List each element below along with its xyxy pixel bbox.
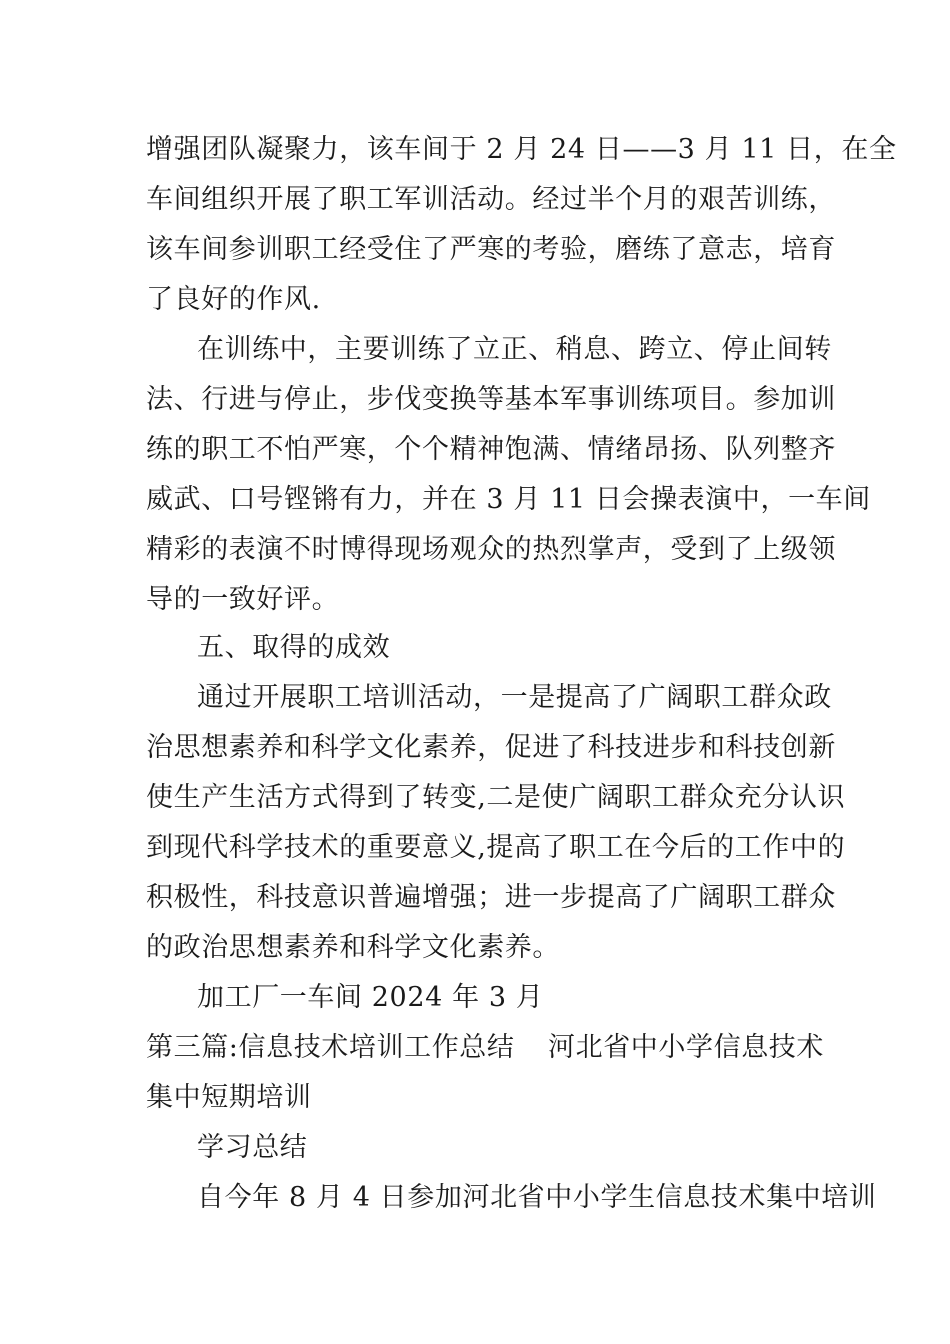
paragraph-line: 自今年 8 月 4 日参加河北省中小学生信息技术集中培训	[197, 1182, 877, 1213]
paragraph-line: 通过开展职工培训活动，一是提高了广阔职工群众政	[197, 682, 832, 713]
paragraph-line: 治思想素养和科学文化素养，促进了科技进步和科技创新	[146, 732, 836, 763]
paragraph-line: 到现代科学技术的重要意义,提高了职工在今后的工作中的	[146, 832, 846, 863]
section-heading: 五、取得的成效	[197, 632, 391, 663]
section-title-right: 河北省中小学信息技术	[548, 1032, 824, 1063]
paragraph-line: 在训练中，主要训练了立正、稍息、跨立、停止间转	[197, 334, 832, 365]
paragraph-line: 了良好的作风.	[146, 284, 321, 315]
paragraph-line: 车间组织开展了职工军训活动。经过半个月的艰苦训练，	[146, 184, 836, 215]
section-subtitle: 学习总结	[197, 1132, 308, 1163]
paragraph-line: 法、行进与停止，步伐变换等基本军事训练项目。参加训	[146, 384, 836, 415]
paragraph-line: 该车间参训职工经受住了严寒的考验，磨练了意志，培育	[146, 234, 836, 265]
paragraph-line: 的政治思想素养和科学文化素养。	[146, 932, 560, 963]
paragraph-line: 威武、口号铿锵有力，并在 3 月 11 日会操表演中，一车间	[146, 484, 871, 515]
section-title-left: 第三篇:信息技术培训工作总结	[146, 1032, 515, 1063]
signature-line: 加工厂一车间 2024 年 3 月	[197, 982, 544, 1013]
paragraph-line: 增强团队凝聚力，该车间于 2 月 24 日——3 月 11 日，在全	[146, 134, 897, 165]
paragraph-line: 练的职工不怕严寒，个个精神饱满、情绪昂扬、队列整齐	[146, 434, 836, 465]
paragraph-line: 精彩的表演不时博得现场观众的热烈掌声，受到了上级领	[146, 534, 836, 565]
section-title-continued: 集中短期培训	[146, 1082, 312, 1113]
paragraph-line: 使生产生活方式得到了转变,二是使广阔职工群众充分认识	[146, 782, 846, 813]
paragraph-line: 导的一致好评。	[146, 584, 340, 615]
paragraph-line: 积极性，科技意识普遍增强；进一步提高了广阔职工群众	[146, 882, 836, 913]
